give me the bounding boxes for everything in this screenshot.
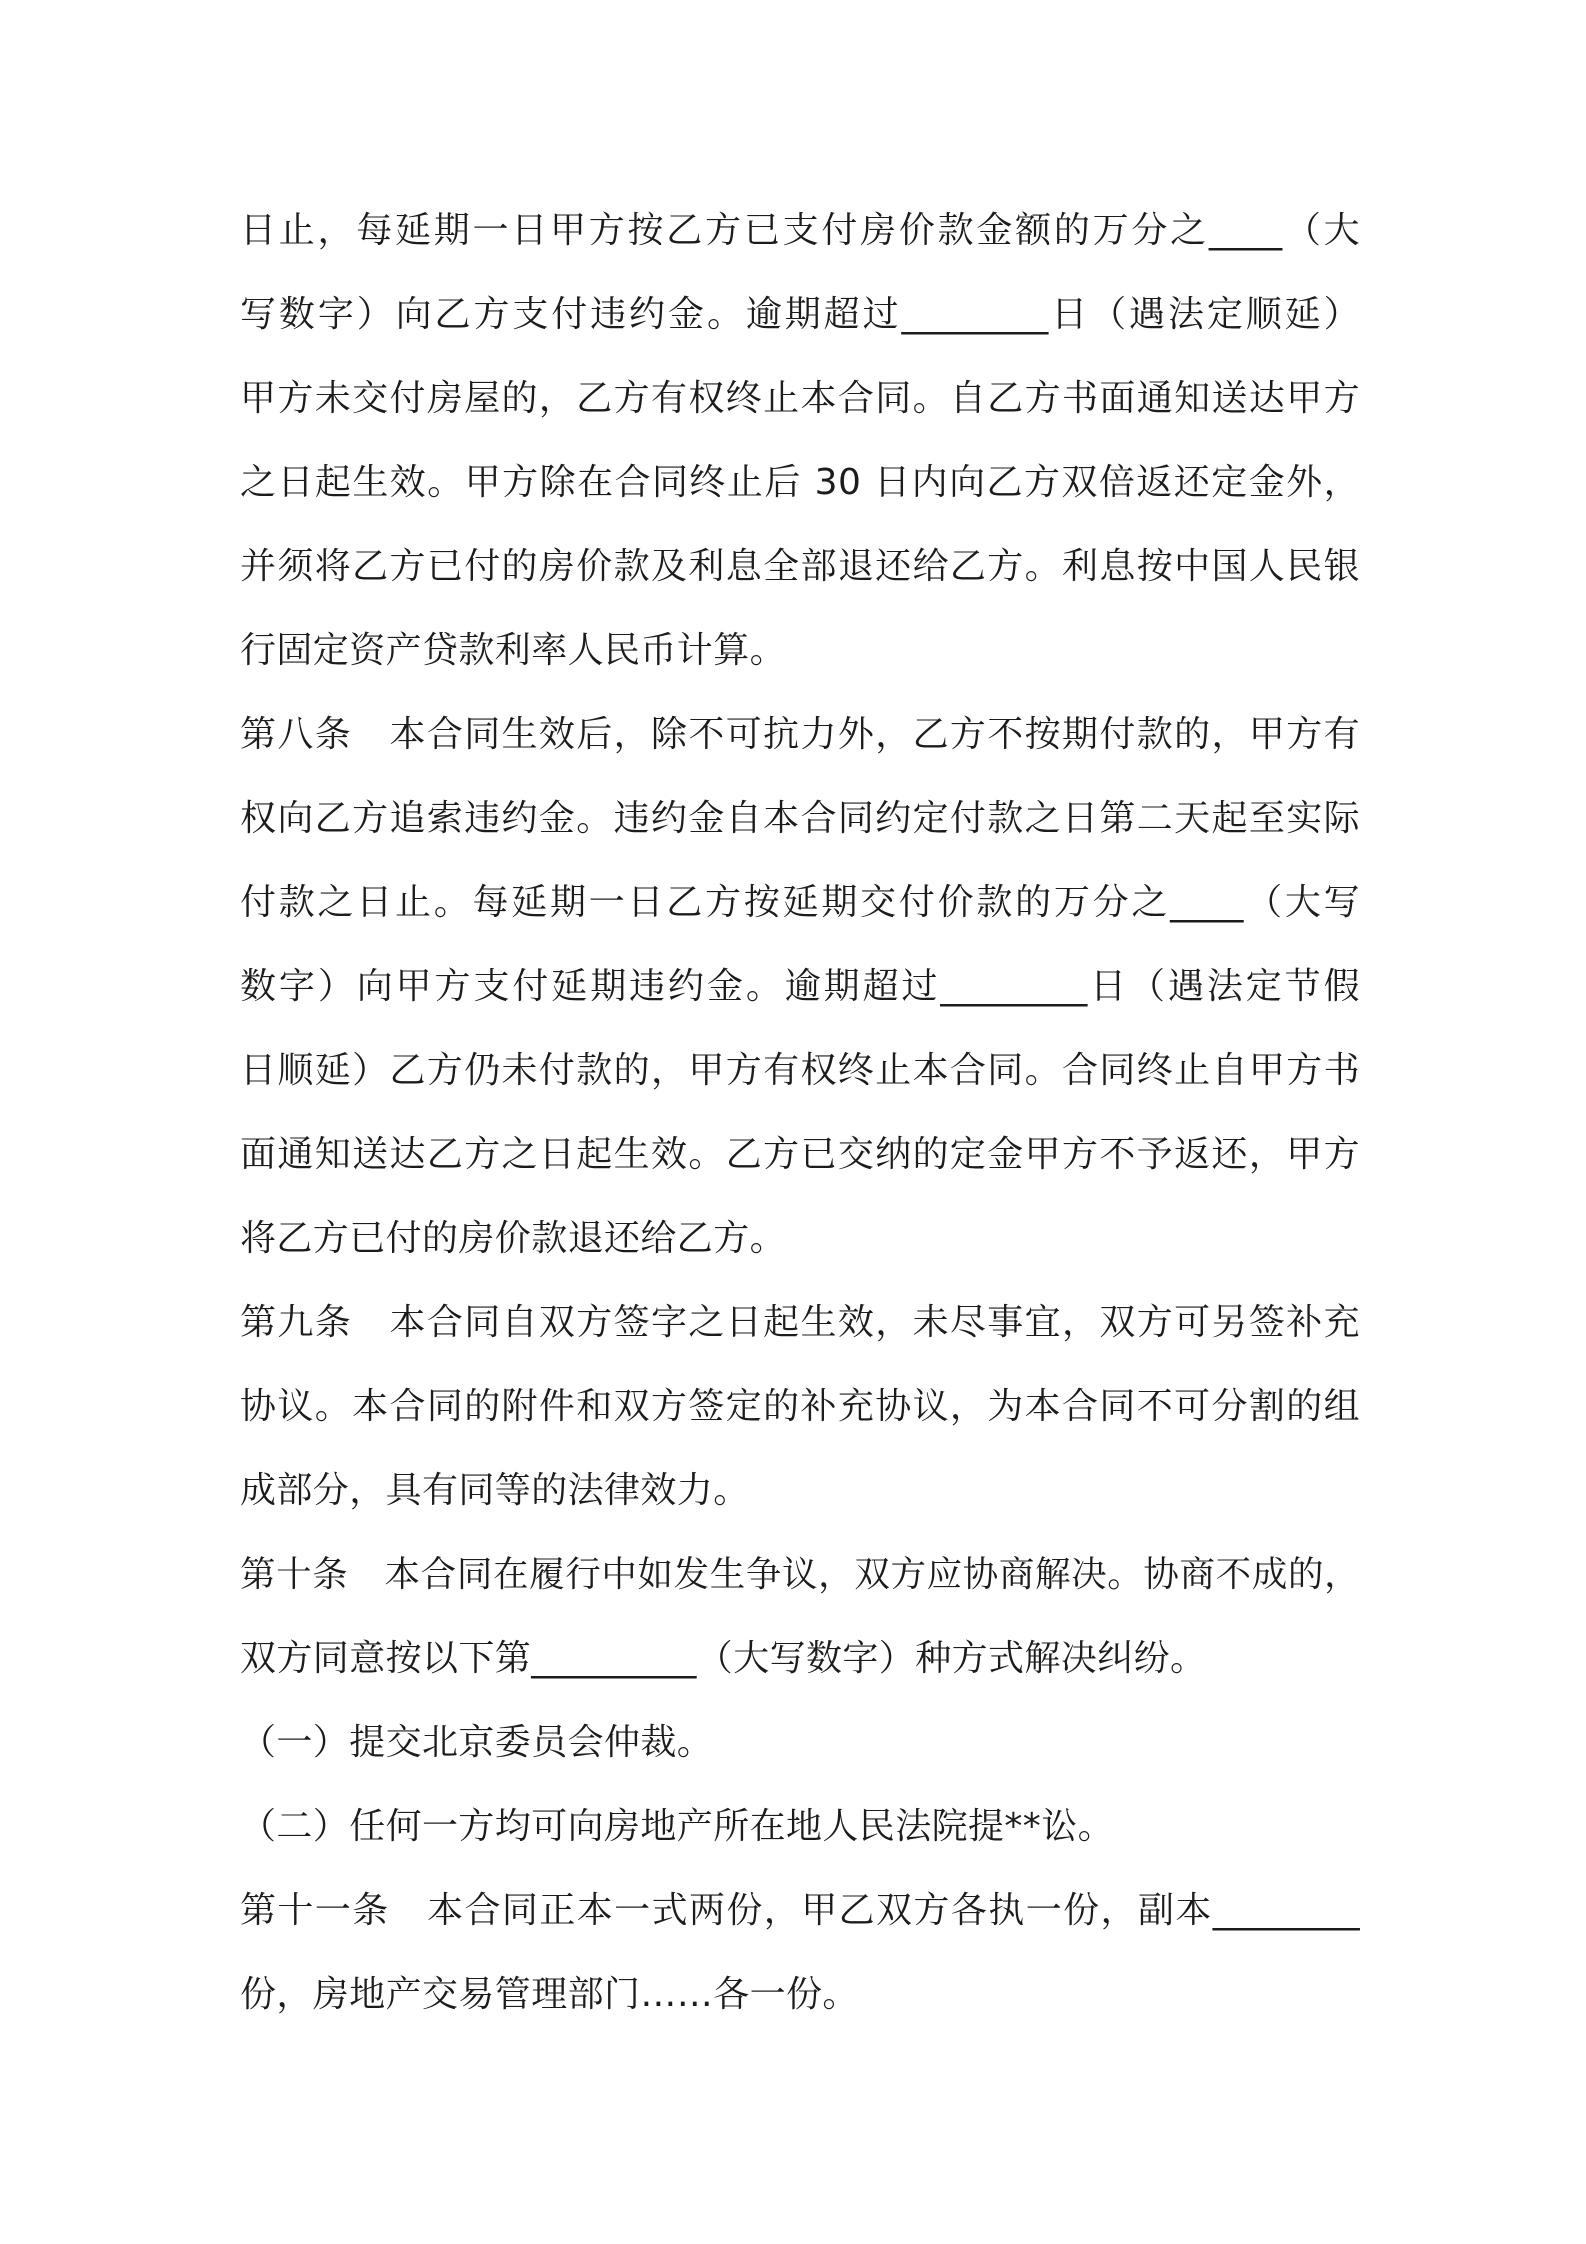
text-line: 成部分，具有同等的法律效力。	[240, 1470, 750, 1511]
article-11-line: 第十一条 本合同正本一式两份，甲乙双方各执一份，副本________	[240, 1890, 1360, 1931]
text-line: 写数字）向乙方支付违约金。逾期超过________日（遇法定顺延）	[240, 294, 1360, 335]
text-line: 份，房地产交易管理部门……各一份。	[240, 1974, 859, 2015]
text-line: 行固定资产贷款利率人民币计算。	[240, 630, 787, 671]
text-line: 付款之日止。每延期一日乙方按延期交付价款的万分之____（大写	[240, 882, 1360, 923]
text-line: 双方同意按以下第_________（大写数字）种方式解决纠纷。	[240, 1638, 1207, 1679]
text-line: 日顺延）乙方仍未付款的，甲方有权终止本合同。合同终止自甲方书	[240, 1050, 1360, 1091]
text-line: 日止，每延期一日甲方按乙方已支付房价款金额的万分之____（大	[240, 210, 1360, 251]
text-line: 协议。本合同的附件和双方签定的补充协议，为本合同不可分割的组	[240, 1386, 1360, 1427]
text-line: 权向乙方追索违约金。违约金自本合同约定付款之日第二天起至实际	[240, 798, 1360, 839]
text-line: 甲方未交付房屋的，乙方有权终止本合同。自乙方书面通知送达甲方	[240, 378, 1360, 419]
text-line: 面通知送达乙方之日起生效。乙方已交纳的定金甲方不予返还，甲方	[240, 1134, 1360, 1175]
article-8-line: 第八条 本合同生效后，除不可抗力外，乙方不按期付款的，甲方有	[240, 714, 1360, 755]
text-line: 将乙方已付的房价款退还给乙方。	[240, 1218, 787, 1259]
option-2-line: （二）任何一方均可向房地产所在地人民法院提**讼。	[240, 1806, 1115, 1847]
article-9-line: 第九条 本合同自双方签字之日起生效，未尽事宜，双方可另签补充	[240, 1302, 1360, 1343]
text-line: 数字）向甲方支付延期违约金。逾期超过________日（遇法定节假	[240, 966, 1360, 1007]
option-1-line: （一）提交北京委员会仲裁。	[240, 1722, 714, 1763]
text-line: 之日起生效。甲方除在合同终止后 30 日内向乙方双倍返还定金外，	[240, 462, 1360, 503]
text-line: 并须将乙方已付的房价款及利息全部退还给乙方。利息按中国人民银	[240, 546, 1360, 587]
article-10-line: 第十条 本合同在履行中如发生争议，双方应协商解决。协商不成的，	[240, 1554, 1360, 1595]
